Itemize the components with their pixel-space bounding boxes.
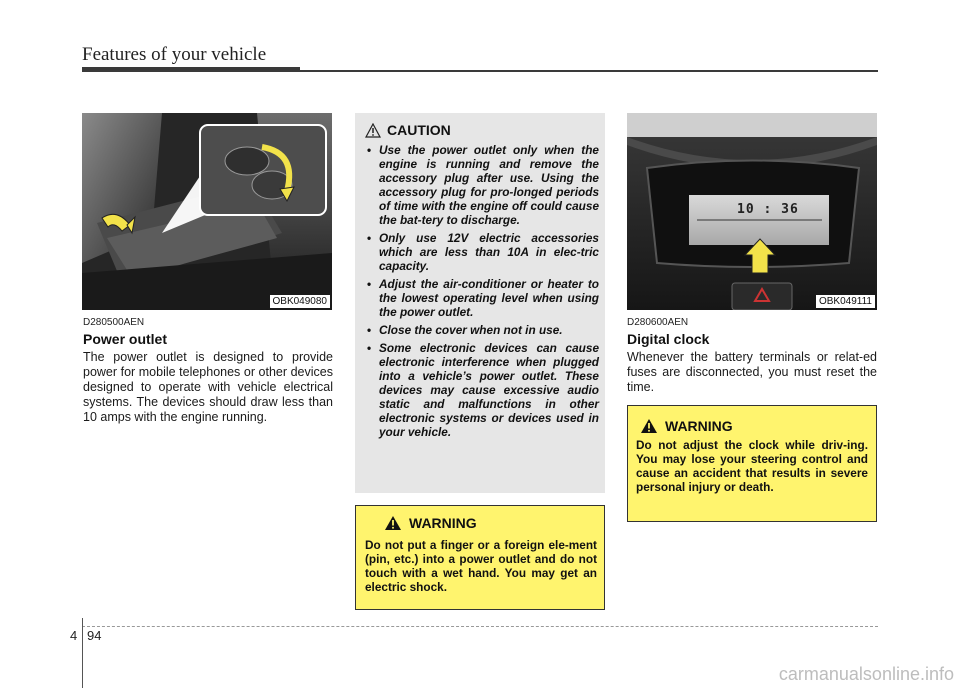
digital-clock-description: Whenever the battery terminals or relat-ed fuses are disconnected, you must reset the time. [627, 350, 877, 394]
clock-display-text: 10 : 36 [737, 202, 799, 217]
chapter-number: 4 [70, 628, 78, 643]
power-outlet-description: The power outlet is designed to provide power for mobile telephones or other devices designed to operate with vehicle electrical systems. The devices should draw less than 10 amps with the engine running. [83, 350, 333, 424]
watermark: carmanualsonline.info [778, 664, 954, 684]
caution-triangle-icon [365, 123, 381, 138]
footer-rule [82, 626, 878, 627]
power-outlet-illustration [82, 113, 332, 310]
footer-divider [82, 618, 83, 688]
warning-triangle-icon [384, 515, 402, 531]
warning-title: WARNING [665, 418, 733, 434]
caution-item: • Close the cover when not in use. [367, 323, 599, 337]
caution-title: CAUTION [387, 122, 451, 138]
photo-reference-tag: OBK049080 [270, 295, 331, 308]
page-header-title: Features of your vehicle [82, 44, 267, 65]
warning-triangle-icon [640, 418, 658, 434]
digital-clock-heading: Digital clock [627, 331, 710, 347]
power-outlet-photo [82, 113, 332, 310]
caution-header [365, 122, 451, 138]
caution-item: • Adjust the air-conditioner or heater to the lowest operating level when using the power outlet. [367, 277, 599, 319]
warning-header [640, 418, 733, 434]
caution-item: • Some electronic devices can cause electronic interference when plugged into a vehicle’s power outlet. These devices may cause excessive audio static and malfunctions in other electronic systems or devices used in your vehicle. [367, 341, 599, 439]
clock-warning-box [627, 405, 877, 522]
power-outlet-heading: Power outlet [83, 331, 168, 347]
warning-text: Do not adjust the clock while driv-ing. You may lose your steering control and cause an accident that results in severe personal injury or death. [636, 438, 868, 494]
photo-reference-tag: OBK049111 [816, 295, 875, 308]
header-rule-thin [300, 70, 878, 72]
warning-text: Do not put a finger or a foreign ele-ment (pin, etc.) into a power outlet and do not touch with a wet hand. You may get an electric shock. [365, 538, 597, 594]
section-code: D280600AEN [627, 317, 689, 328]
page-number: 94 [87, 628, 102, 643]
caution-box [355, 113, 605, 493]
section-code: D280500AEN [83, 317, 145, 328]
power-outlet-warning-box [355, 505, 605, 610]
header-rule [82, 67, 300, 72]
caution-item: • Only use 12V electric accessories which are less than 10A in elec-tric capacity. [367, 231, 599, 273]
warning-title: WARNING [409, 515, 477, 531]
warning-header [384, 515, 477, 531]
caution-list [367, 143, 599, 443]
digital-clock-photo [627, 113, 877, 310]
caution-item: • Use the power outlet only when the engine is running and remove the accessory plug after use. Using the accessory plug for pro-longed periods of time with the engine off could cause the bat-tery to discharge. [367, 143, 599, 227]
